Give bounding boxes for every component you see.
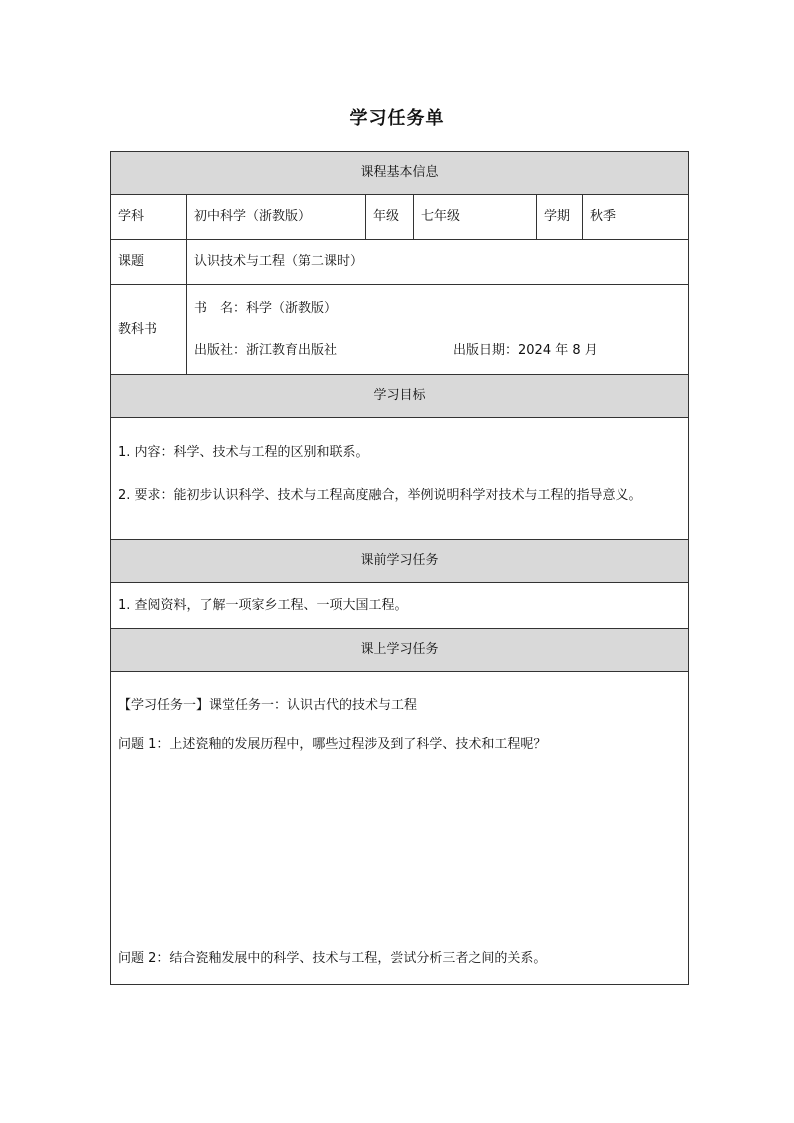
- topic-label: 课题: [111, 240, 187, 285]
- task-title: 【学习任务一】课堂任务一：认识古代的技术与工程: [118, 697, 418, 713]
- textbook-row: [111, 285, 689, 375]
- publish-date: 出版日期：2024 年 8 月: [453, 342, 598, 358]
- textbook-label: 教科书: [111, 285, 187, 375]
- publisher-line: [194, 343, 681, 359]
- objective-item: 2. 要求：能初步认识科学、技术与工程高度融合，举例说明科学对技术与工程的指导意义。: [118, 488, 642, 504]
- book-name: 书 名：科学（浙教版）: [194, 300, 338, 316]
- objective-item: 1. 内容：科学、技术与工程的区别和联系。: [118, 444, 369, 460]
- objectives-header: 学习目标: [111, 375, 689, 418]
- textbook-info: [187, 285, 689, 375]
- in-class-content: [111, 672, 689, 985]
- in-class-header-row: [111, 629, 689, 672]
- subject-value: 初中科学（浙教版）: [187, 195, 366, 240]
- subject-label: 学科: [111, 195, 187, 240]
- grade-value: 七年级: [414, 195, 537, 240]
- pre-class-header-row: [111, 540, 689, 583]
- publisher: 出版社：浙江教育出版社: [194, 342, 338, 358]
- pre-class-header: 课前学习任务: [111, 540, 689, 583]
- basic-info-header: 课程基本信息: [111, 152, 689, 195]
- pre-class-content: [111, 583, 689, 629]
- page-title: 学习任务单: [349, 108, 445, 129]
- basic-info-header-row: [111, 152, 689, 195]
- objectives-header-row: [111, 375, 689, 418]
- pre-class-item: 1. 查阅资料，了解一项家乡工程、一项大国工程。: [118, 597, 408, 613]
- in-class-header: 课上学习任务: [111, 629, 689, 672]
- in-class-row: [111, 672, 689, 985]
- grade-label: 年级: [366, 195, 414, 240]
- objectives-row: [111, 418, 689, 540]
- term-label: 学期: [537, 195, 583, 240]
- topic-value: 认识技术与工程（第二课时）: [187, 240, 689, 285]
- topic-row: [111, 240, 689, 285]
- objectives-content: [111, 418, 689, 540]
- subject-row: [111, 195, 689, 240]
- pre-class-row: [111, 583, 689, 629]
- question-1: 问题 1：上述瓷釉的发展历程中，哪些过程涉及到了科学、技术和工程呢？: [118, 737, 547, 753]
- task-sheet-table: [110, 151, 689, 985]
- question-2: 问题 2：结合瓷釉发展中的科学、技术与工程，尝试分析三者之间的关系。: [118, 950, 547, 966]
- term-value: 秋季: [583, 195, 689, 240]
